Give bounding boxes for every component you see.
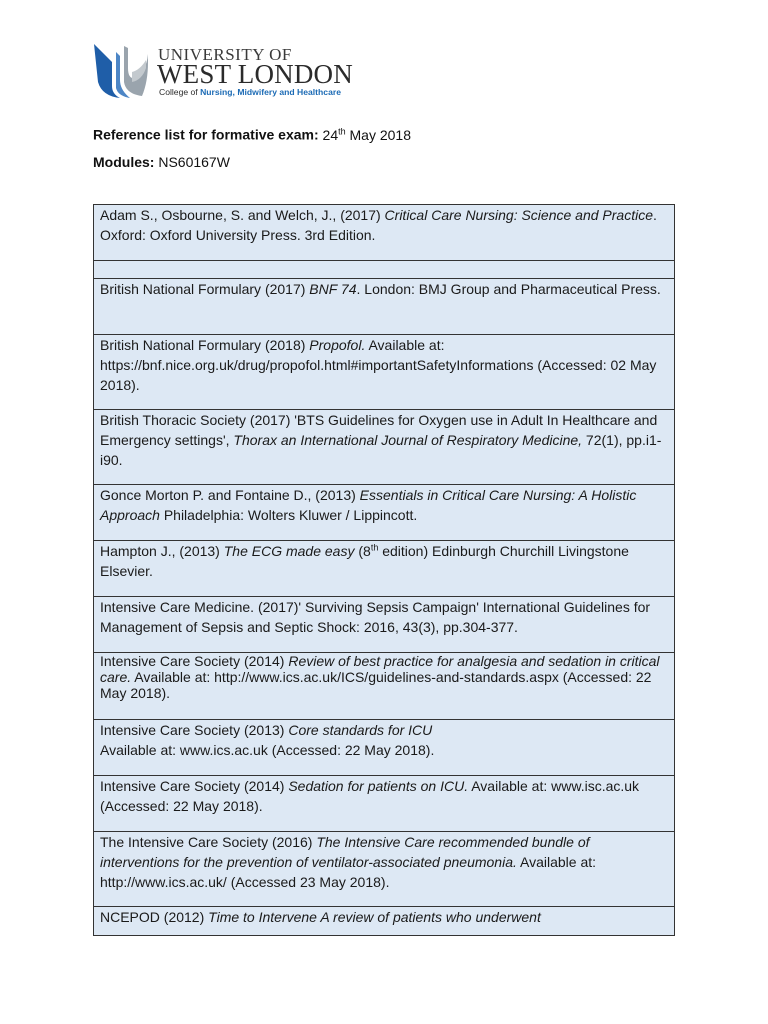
reference-row — [94, 907, 675, 936]
exam-date: 24th May 2018 — [322, 126, 411, 143]
reference-entry — [94, 279, 675, 335]
logo-college-prefix: College of — [159, 87, 201, 97]
exam-title-line — [93, 126, 411, 143]
reference-entry — [94, 776, 675, 832]
reference-row — [94, 261, 675, 279]
reference-row — [94, 776, 675, 832]
reference-title: Essentials in Critical Care Nursing: A Holistic Approach — [100, 487, 637, 523]
logo-college-highlight: Nursing, Midwifery and Healthcare — [200, 87, 341, 97]
reference-row — [94, 410, 675, 485]
reference-entry — [94, 907, 675, 936]
reference-entry — [94, 261, 675, 279]
reference-details: Available at: http://www.ics.ac.uk/ICS/guidelines-and-standards.aspx (Accessed: 22 May 2018). — [100, 669, 652, 701]
reference-authors: Hampton J., (2013) — [100, 543, 224, 559]
logo-university-of: UNIVERSITY OF — [158, 45, 292, 64]
reference-details: Available at: www.isc.ac.uk (Accessed: 22 May 2018). — [100, 778, 640, 814]
reference-entry — [94, 541, 675, 597]
reference-details: Available at: http://www.ics.ac.uk/ (Accessed 23 May 2018). — [100, 854, 597, 890]
reference-authors: Intensive Care Medicine. (2017)' Surviving Sepsis Campaign' International Guidelines for Management of Sepsis and Septic Shock: 2016, 43(3), pp.304-377. — [100, 599, 651, 635]
reference-title: Thorax an International Journal of Respiratory Medicine, — [233, 432, 583, 448]
reference-superscript: th — [370, 542, 379, 553]
exam-title-label: Reference list for formative exam: — [93, 126, 319, 143]
reference-authors: Adam S., Osbourne, S. and Welch, J., (2017) — [100, 207, 385, 223]
reference-row — [94, 485, 675, 541]
reference-entry — [94, 205, 675, 261]
reference-row — [94, 335, 675, 410]
reference-title: Critical Care Nursing: Science and Practice — [384, 207, 653, 223]
modules-value: NS60167W — [158, 154, 230, 170]
reference-authors: British National Formulary (2018) — [100, 337, 310, 353]
university-logo — [92, 42, 372, 102]
university-logo-mark-icon — [92, 42, 150, 100]
reference-authors: Intensive Care Society (2014) — [100, 653, 289, 669]
reference-details-cont: edition) Edinburgh Churchill Livingstone Elsevier. — [100, 543, 629, 579]
reference-title: The ECG made easy — [223, 543, 355, 559]
logo-west-london: WEST LONDON — [157, 59, 353, 89]
reference-authors: NCEPOD (2012) — [100, 909, 209, 925]
reference-row — [94, 653, 675, 720]
reference-entry — [94, 832, 675, 907]
reference-authors: British National Formulary (2017) — [100, 281, 310, 297]
logo-college-line — [159, 87, 341, 97]
reference-title: BNF 74 — [309, 281, 357, 297]
reference-row — [94, 832, 675, 907]
reference-authors: The Intensive Care Society (2016) — [100, 834, 317, 850]
reference-title: The Intensive Care recommended bundle of interventions for the prevention of ventilator-associated pneumonia. — [100, 834, 590, 870]
reference-title: Core standards for ICU — [288, 722, 433, 738]
reference-authors: British Thoracic Society (2017) 'BTS Guidelines for Oxygen use in Adult In Healthcare and Emergency settings', — [100, 412, 658, 448]
reference-row — [94, 597, 675, 653]
reference-entry — [94, 410, 675, 485]
reference-row — [94, 541, 675, 597]
reference-entry — [94, 485, 675, 541]
reference-availability: Available at: www.ics.ac.uk (Accessed: 22 May 2018). — [100, 742, 435, 758]
reference-details: . London: BMJ Group and Pharmaceutical Press. — [356, 281, 661, 297]
reference-title: Time to Intervene A review of patients who underwent — [208, 909, 541, 925]
modules-label: Modules: — [93, 154, 155, 170]
reference-authors: Gonce Morton P. and Fontaine D., (2013) — [100, 487, 360, 503]
reference-row — [94, 720, 675, 776]
reference-entry — [94, 720, 675, 776]
reference-details: . Oxford: Oxford University Press. 3rd Edition. — [100, 207, 657, 243]
reference-table — [93, 204, 675, 936]
reference-row — [94, 205, 675, 261]
reference-title: Review of best practice for analgesia and sedation in critical care. — [100, 653, 660, 685]
reference-title: Propofol. — [309, 337, 366, 353]
modules-line — [93, 154, 230, 170]
reference-entry — [94, 335, 675, 410]
reference-row — [94, 279, 675, 335]
reference-details: Philadelphia: Wolters Kluwer / Lippincott. — [159, 507, 418, 523]
reference-authors: Intensive Care Society (2013) — [100, 722, 289, 738]
reference-entry — [94, 597, 675, 653]
reference-title: Sedation for patients on ICU. — [288, 778, 469, 794]
reference-details: (8 — [354, 543, 371, 559]
reference-details: Available at: https://bnf.nice.org.uk/drug/propofol.html#importantSafetyInformations (Accessed: 02 May 2018). — [100, 337, 657, 393]
reference-authors: Intensive Care Society (2014) — [100, 778, 289, 794]
reference-details: 72(1), pp.i1-i90. — [100, 432, 662, 468]
reference-entry — [94, 653, 675, 720]
